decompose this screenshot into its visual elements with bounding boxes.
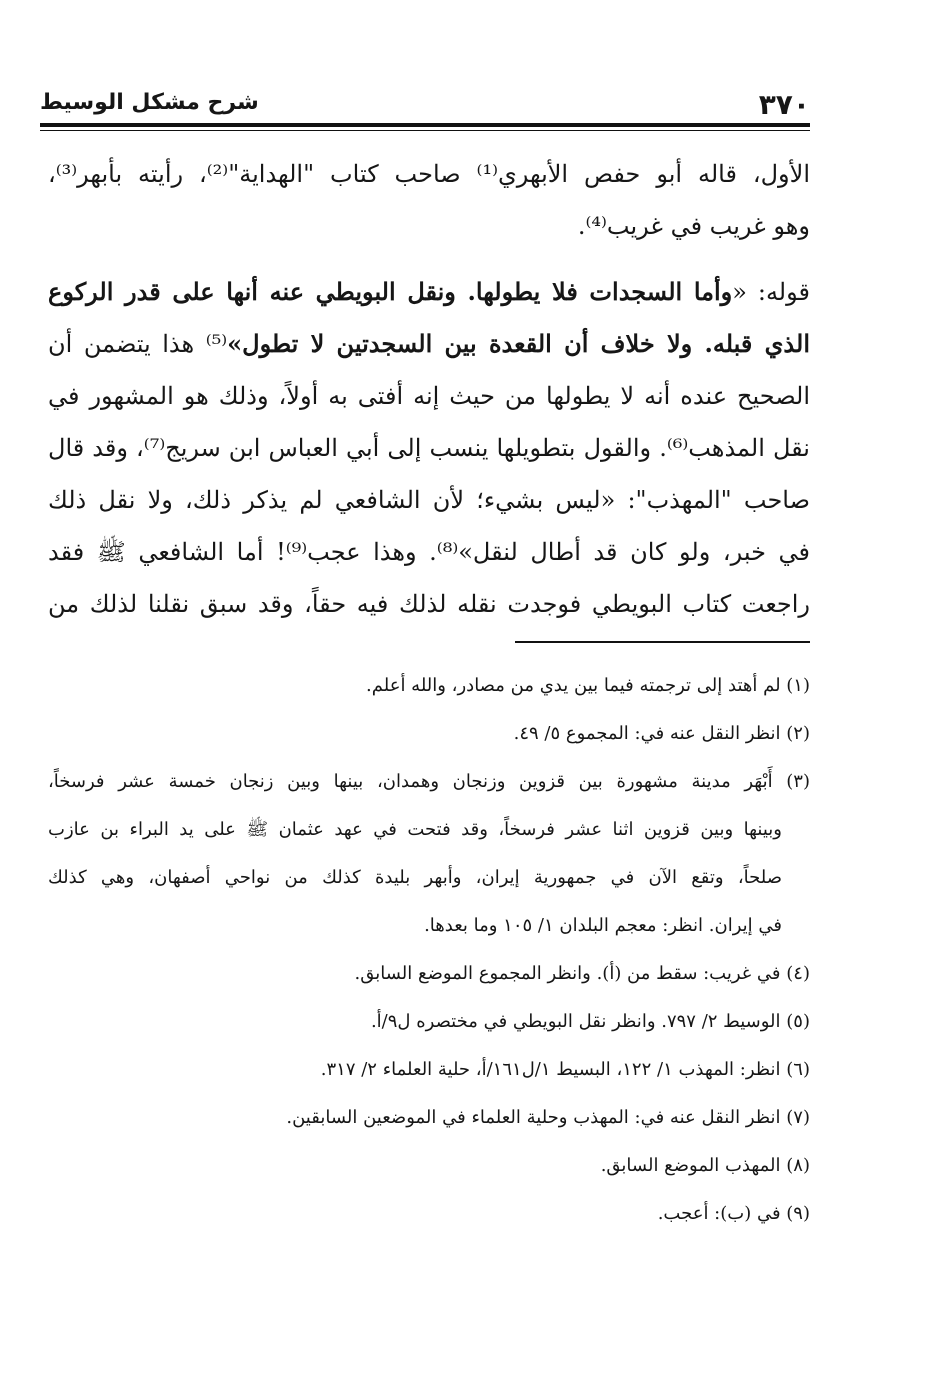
- footnote-continuation: في إيران. انظر: معجم البلدان ١/ ١٠٥ وما بعدها.: [424, 915, 782, 936]
- text-line: راجعت كتاب البويطي فوجدت نقله لذلك فيه حقاً، وقد سبق نقلنا لذلك من: [48, 590, 810, 618]
- footnote-continuation: وبينها وبين قزوين اثنا عشر فرسخاً، وقد فتحت في عهد عثمان ﷺ على يد البراء بن عازب: [48, 819, 782, 840]
- page-number: ٣٧٠: [758, 88, 810, 121]
- quote-lead: قوله: «: [732, 278, 810, 306]
- text-line: [48, 266, 810, 318]
- footnote: (٦) انظر: المهذب ١/ ١٢٢، البسيط ١/ل١٦١/أ، حلية العلماء ٢/ ٣١٧.: [320, 1059, 810, 1080]
- running-title: شرح مشكل الوسيط: [40, 90, 259, 115]
- footnote: (٨) المهذب الموضع السابق.: [600, 1155, 810, 1176]
- text-line: وهو غريب في غريب⁽⁴⁾.: [577, 212, 810, 240]
- page-header: [40, 86, 810, 122]
- commentary-text: ⁽⁵⁾ هذا يتضمن أن: [48, 330, 228, 358]
- header-rule-thick: [40, 123, 810, 127]
- header-rule-thin: [40, 130, 810, 131]
- text-line: [48, 318, 810, 370]
- footnote: (٩) في (ب): أعجب.: [657, 1203, 810, 1224]
- footnote: (٥) الوسيط ٢/ ٧٩٧. وانظر نقل البويطي في مختصره ل٩/أ.: [370, 1011, 810, 1032]
- footnote: (٢) انظر النقل عنه في: المجموع ٥/ ٤٩.: [513, 723, 810, 744]
- text-line: الصحيح عنده أنه لا يطولها من حيث إنه أفتى به أولاً، وذلك هو المشهور في: [48, 382, 810, 410]
- quoted-text: الذي قبله. ولا خلاف أن القعدة بين السجدتين لا تطول»: [227, 329, 810, 358]
- footnote: (٤) في غريب: سقط من (أ). وانظر المجموع الموضع السابق.: [354, 963, 810, 984]
- quoted-text: وأما السجدات فلا يطولها. ونقل البويطي عنه أنها على قدر الركوع: [48, 277, 733, 306]
- text-line: في خبر، ولو كان قد أطال لنقل»⁽⁸⁾. وهذا عجب⁽⁹⁾! أما الشافعي ﷺ فقد: [48, 538, 810, 566]
- text-line: صاحب "المهذب": «ليس بشيء؛ لأن الشافعي لم يذكر ذلك، ولا نقل ذلك: [48, 486, 810, 514]
- footnote: (١) لم أهتد إلى ترجمته فيما بين يدي من مصادر، والله أعلم.: [366, 675, 810, 696]
- text-line: نقل المذهب⁽⁶⁾. والقول بتطويلها ينسب إلى أبي العباس ابن سريج⁽⁷⁾، وقد قال: [48, 434, 810, 462]
- main-text: [48, 148, 810, 630]
- footnote: (٧) انظر النقل عنه في: المهذب وحلية العلماء في الموضعين السابقين.: [286, 1107, 810, 1128]
- footnote-continuation: صلحاً، وتقع الآن في جمهورية إيران، وأبهر بليدة كذلك من نواحي أصفهان، وهي كذلك: [48, 867, 782, 888]
- footnotes: [48, 662, 810, 1238]
- text-line: الأول، قاله أبو حفص الأبهري⁽¹⁾ صاحب كتاب "الهداية"⁽²⁾، رأيته بأبهر⁽³⁾،: [48, 160, 810, 188]
- footnote-separator: [515, 641, 810, 643]
- footnote: (٣) أَبْهَر مدينة مشهورة بين قزوين وزنجان وهمدان، بينها وبين زنجان خمسة عشر فرسخاً،: [48, 771, 810, 792]
